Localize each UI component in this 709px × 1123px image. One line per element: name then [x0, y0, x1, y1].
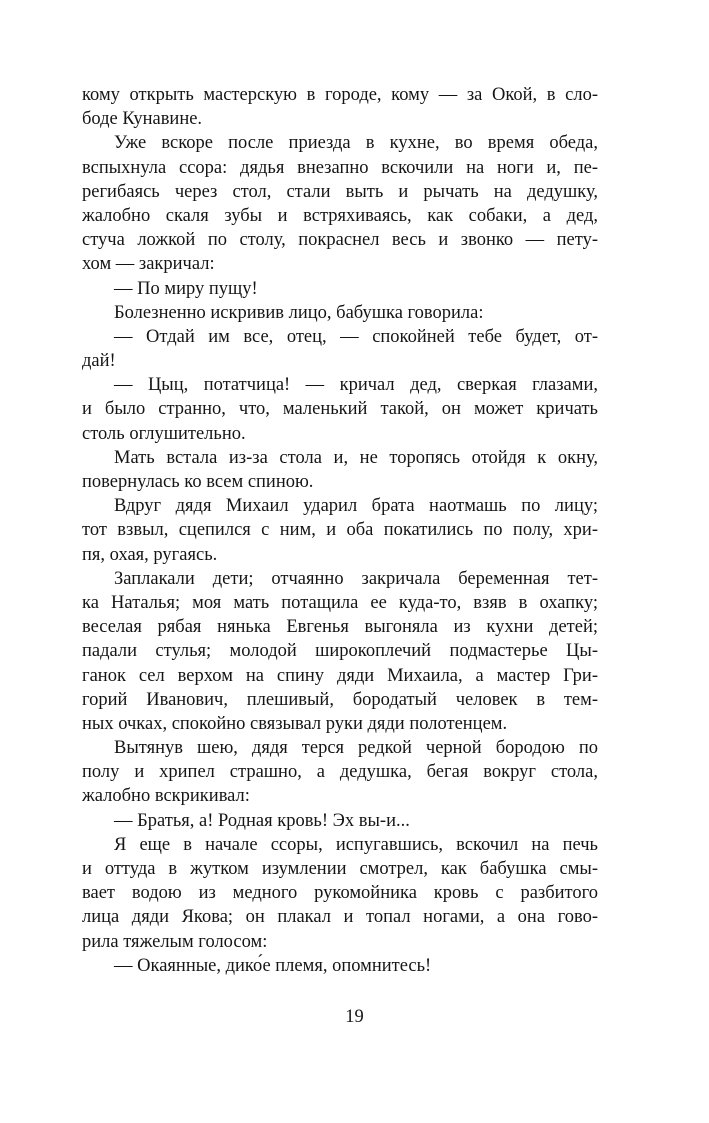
- text-line: ка Наталья; моя мать потащила ее куда-то, взяв в охапку;: [82, 592, 598, 613]
- text-line: стуча ложкой по столу, покраснел весь и звонко — пету-: [82, 230, 598, 251]
- text-line: Вытянув шею, дядя терся редкой черной бородою по: [114, 738, 598, 759]
- text-line: хом — закричал:: [82, 254, 215, 275]
- text-line: полу и хрипел страшно, а дедушка, бегая вокруг стола,: [82, 762, 598, 783]
- text-line: — Цыц, потатчица! — кричал дед, сверкая глазами,: [114, 375, 598, 396]
- text-line: кому открыть мастерскую в городе, кому — за Окой, в сло-: [82, 85, 598, 105]
- text-line: боде Кунавине.: [82, 109, 203, 130]
- text-line: дай!: [82, 351, 116, 372]
- text-line: — Братья, а! Родная кровь! Эх вы-и...: [114, 810, 410, 831]
- text-line: Мать встала из-за стола и, не торопясь отойдя к окну,: [114, 447, 598, 468]
- page-number: 19: [345, 1007, 364, 1027]
- text-line: ганок сел верхом на спину дяди Михаила, а мастер Гри-: [82, 665, 598, 686]
- text-line: ных очках, спокойно связывал руки дяди полотенцем.: [82, 713, 508, 734]
- text-line: — Отдай им все, отец, — спокойней тебе будет, от-: [114, 326, 598, 347]
- text-line: жалобно вскрикивал:: [82, 786, 250, 807]
- text-line: горий Иванович, плешивый, бородатый человек в тем-: [82, 689, 598, 710]
- text-line: — Окаянные, дико́е племя, опомнитесь!: [114, 955, 432, 976]
- text-line: Заплакали дети; отчаянно закричала беременная тет-: [114, 568, 598, 589]
- text-line: рила тяжелым голосом:: [82, 931, 268, 952]
- text-line: и оттуда в жутком изумлении смотрел, как бабушка смы-: [82, 859, 598, 879]
- text-line: вспыхнула ссора: дядья внезапно вскочили на ноги и, пе-: [82, 157, 598, 178]
- body-text: [82, 83, 598, 978]
- text-line: Я еще в начале ссоры, испугавшись, вскочил на печь: [114, 834, 598, 855]
- text-line: повернулась ко всем спиною.: [82, 472, 314, 492]
- text-line: лица дяди Якова; он плакал и топал ногами, а она гово-: [82, 907, 598, 928]
- text-line: тот взвыл, сцепился с ним, и оба покатились по полу, хри-: [82, 520, 598, 541]
- text-line: пя, охая, ругаясь.: [82, 544, 218, 565]
- text-line: Вдруг дядя Михаил ударил брата наотмашь по лицу;: [114, 496, 598, 517]
- text-line: вает водою из медного рукомойника кровь с разбитого: [82, 883, 598, 904]
- text-line: столь оглушительно.: [82, 423, 246, 444]
- text-line: Уже вскоре после приезда в кухне, во время обеда,: [114, 133, 598, 154]
- text-line: жалобно скаля зубы и встряхиваясь, как собаки, а дед,: [82, 205, 598, 226]
- text-line: падали стулья; молодой широкоплечий подмастерье Цы-: [82, 641, 598, 662]
- text-line: Болезненно искривив лицо, бабушка говорила:: [114, 302, 484, 323]
- text-line: — По миру пущу!: [114, 278, 258, 299]
- text-line: регибаясь через стол, стали выть и рычать на дедушку,: [82, 181, 598, 202]
- text-line: и было странно, что, маленький такой, он может кричать: [82, 399, 598, 420]
- text-line: веселая рябая нянька Евгенья выгоняла из кухни детей;: [82, 617, 598, 638]
